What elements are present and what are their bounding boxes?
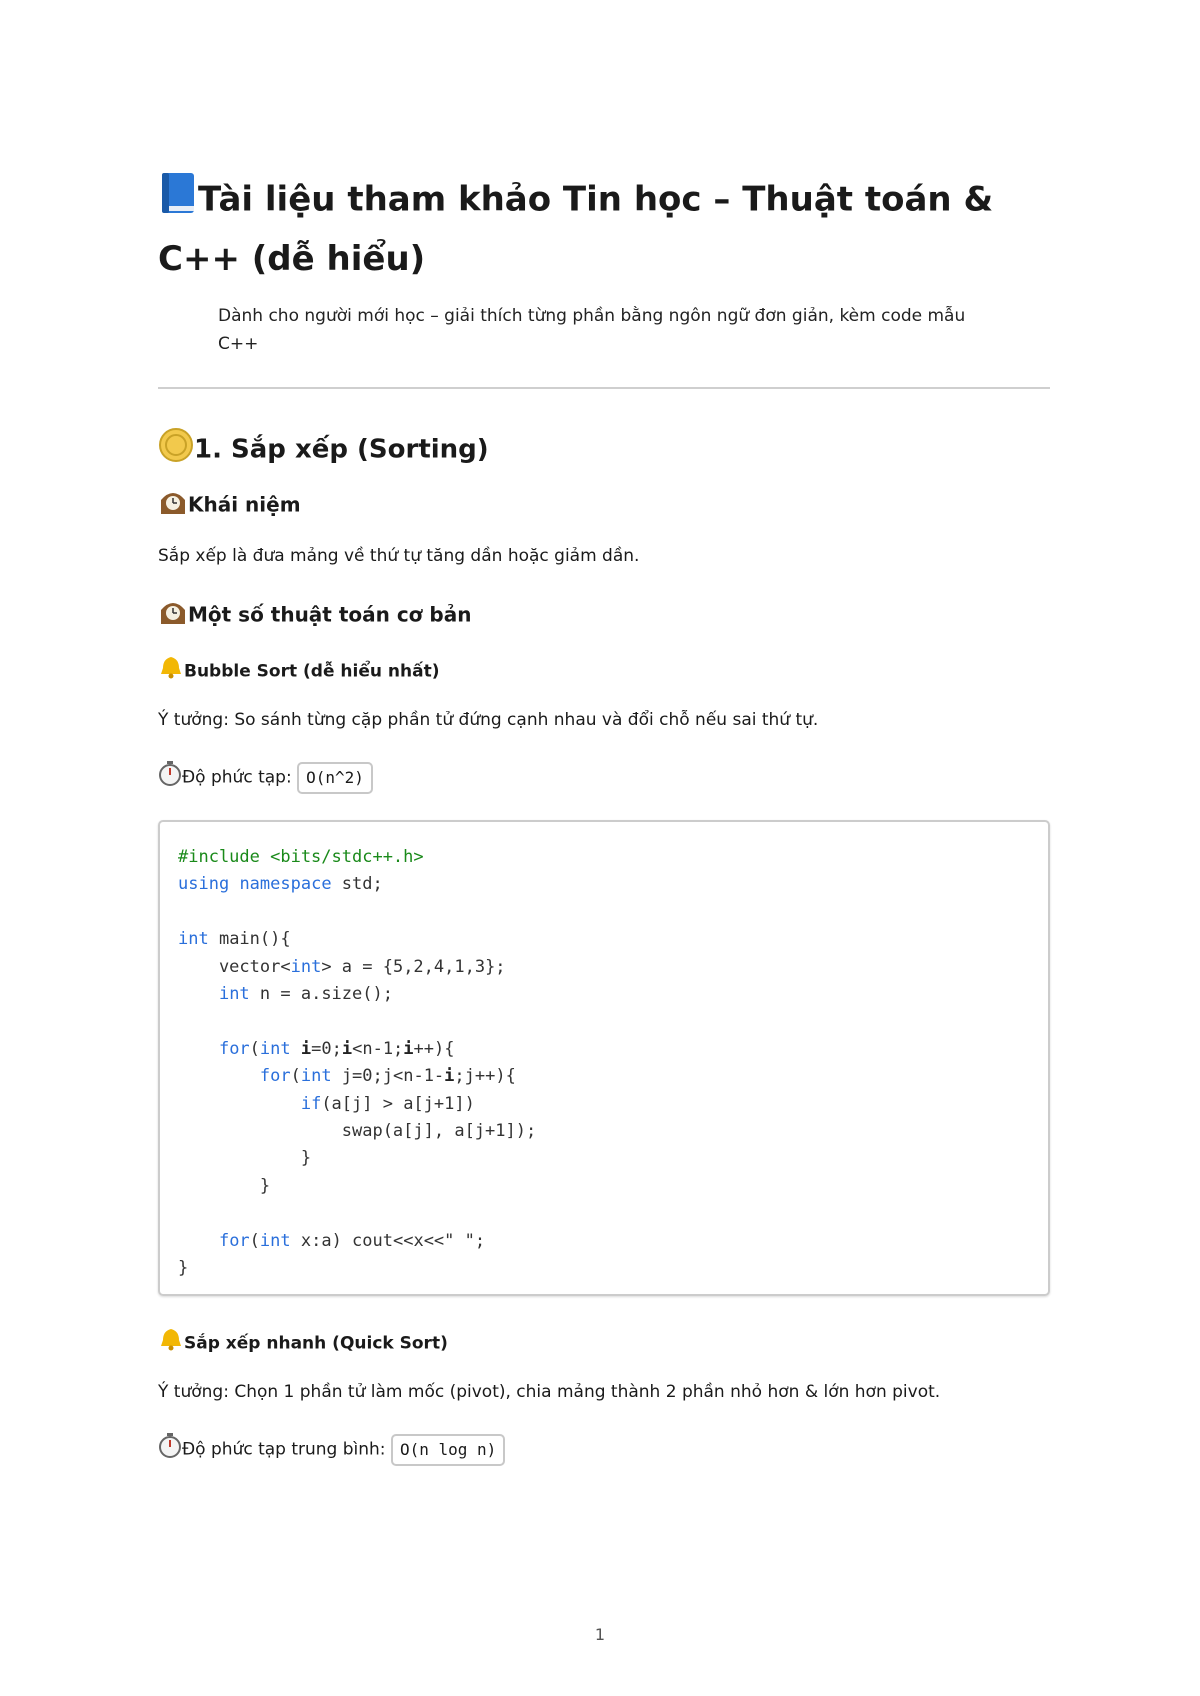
complexity-code: O(n^2): [297, 762, 373, 794]
bell-icon: [158, 1326, 184, 1361]
code-token: if: [300, 1093, 322, 1114]
code-token: main(){: [208, 929, 291, 950]
concept-heading-text: Khái niệm: [188, 492, 301, 517]
section-heading-text: 1. Sắp xếp (Sorting): [194, 434, 489, 465]
blue-book-icon: [158, 170, 198, 232]
complexity-code: O(n log n): [391, 1434, 505, 1466]
mantel-clock-icon: [158, 488, 188, 524]
title-text: Tài liệu tham khảo Tin học – Thuật toán & C++ (dễ hiểu): [158, 179, 994, 279]
subsection-heading-algorithms: [158, 598, 471, 634]
stopwatch-icon: [158, 1432, 182, 1467]
bell-icon: [158, 654, 184, 689]
page-number: 1: [594, 1625, 606, 1644]
code-block-bubble-sort: [158, 820, 1050, 1296]
concept-text: Sắp xếp là đưa mảng về thứ tự tăng dần hoặc giảm dần.: [158, 546, 640, 566]
code-token: for: [218, 1038, 250, 1059]
code-token: int: [218, 984, 250, 1005]
bubble-sort-complexity: [158, 760, 373, 795]
quick-sort-complexity: [158, 1432, 505, 1467]
code-token: int: [259, 1230, 291, 1251]
code-token: for: [218, 1230, 250, 1251]
code-token: int: [290, 956, 322, 977]
stopwatch-icon: [158, 760, 182, 795]
code-token: x:a) cout<<x<<" ";: [290, 1230, 486, 1251]
quick-sort-idea: Ý tưởng: Chọn 1 phần tử làm mốc (pivot), chia mảng thành 2 phần nhỏ hơn & lớn hơn pivot.: [158, 1382, 941, 1402]
code-token: swap(a[j], a[j+1]);: [178, 1121, 537, 1142]
coin-icon: [158, 427, 194, 473]
code-token: int: [300, 1066, 332, 1087]
code-token: vector<: [178, 956, 291, 977]
code-token: n = a.size();: [249, 984, 393, 1005]
code-token: using: [178, 874, 230, 895]
code-token: for: [259, 1066, 291, 1087]
section-heading-sorting: [158, 427, 489, 473]
code-token: > a = {5,2,4,1,3};: [321, 956, 506, 977]
page-title: [158, 170, 1050, 286]
quick-sort-heading-text: Sắp xếp nhanh (Quick Sort): [184, 1333, 448, 1354]
algorithms-heading-text: Một số thuật toán cơ bản: [188, 602, 472, 627]
code-token: namespace: [239, 874, 332, 895]
code-token: }: [178, 1175, 271, 1196]
code-token: std;: [331, 874, 383, 895]
code-token: int: [178, 929, 209, 950]
bubble-sort-heading: [158, 654, 439, 689]
subsection-heading-concept: [158, 488, 301, 524]
code-token: #include <bits/stdc++.h>: [178, 847, 424, 867]
code-token: }: [178, 1258, 189, 1279]
quick-sort-heading: [158, 1326, 448, 1361]
code-token: (a[j] > a[j+1]): [321, 1093, 475, 1114]
code-token: }: [178, 1148, 312, 1169]
subtitle: Dành cho người mới học – giải thích từng phần bằng ngôn ngữ đơn giản, kèm code mẫu C++: [218, 306, 966, 354]
code-content: #include <bits/stdc++.h> using namespace std; int main(){ vector<int> a = {5,2,4,1,3}; int n = a.size(); for(int i=0;i<n-1;i++){ for(int j=0;j<n-1-i;j++){ if(a[j] > a[j+1]) swap(a[j], a[j+1]); } } for(int x:a) cout<<x<<" "; }: [178, 847, 537, 1279]
mantel-clock-icon: [158, 598, 188, 634]
complexity-label: Độ phức tạp trung bình:: [182, 1439, 386, 1460]
bubble-sort-heading-text: Bubble Sort (dễ hiểu nhất): [184, 661, 440, 682]
code-token: int: [259, 1038, 291, 1059]
bubble-sort-idea: Ý tưởng: So sánh từng cặp phần tử đứng cạnh nhau và đổi chỗ nếu sai thứ tự.: [158, 710, 819, 730]
horizontal-divider: [158, 387, 1050, 389]
complexity-label: Độ phức tạp:: [182, 767, 292, 788]
